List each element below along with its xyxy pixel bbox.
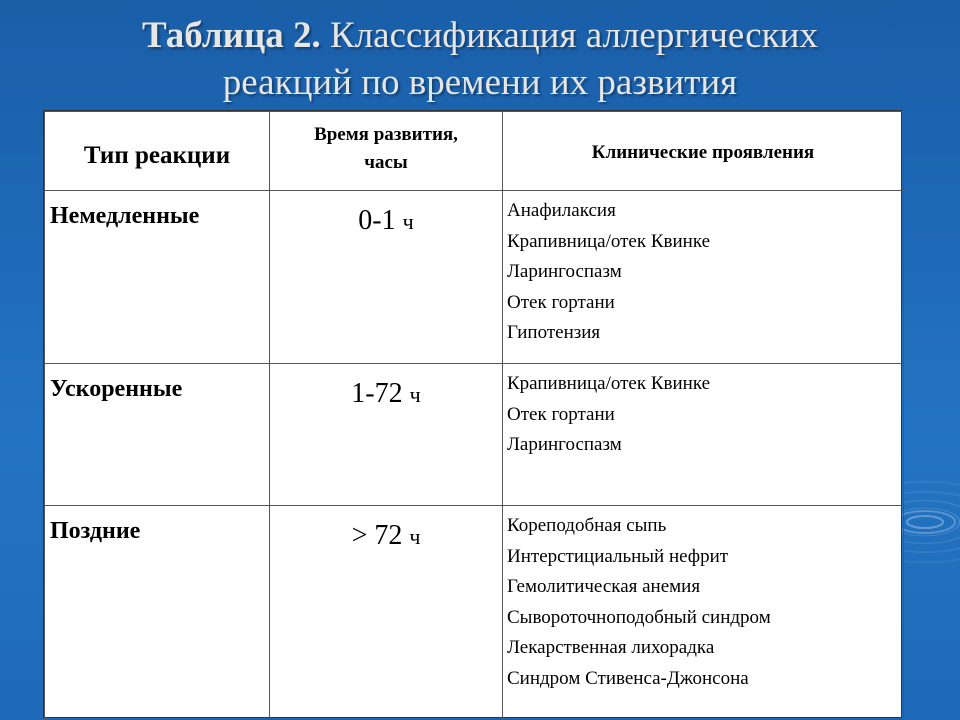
clinical-manifestations-cell xyxy=(503,364,904,506)
slide-title xyxy=(40,12,920,106)
list-item: Ларингоспазм xyxy=(507,261,622,282)
time-unit: ч xyxy=(409,524,421,549)
title-bold-part: Таблица 2. xyxy=(142,15,321,56)
table-header-row xyxy=(45,112,904,191)
header-development-time xyxy=(270,112,503,191)
list-item: Отек гортани xyxy=(507,403,615,425)
development-time-cell xyxy=(270,364,503,506)
list-item: Крапивница/отек Квинке xyxy=(507,373,711,394)
title-line-1 xyxy=(40,12,920,59)
table-row xyxy=(45,506,904,720)
list-item: Отек гортани xyxy=(507,291,615,313)
clinical-manifestations-cell xyxy=(503,506,904,720)
header-reaction-type: Тип реакции xyxy=(45,112,270,191)
list-item: Синдром Стивенса-Джонсона xyxy=(507,667,749,689)
list-item: Гипотензия xyxy=(507,322,601,343)
list-item: Интерстициальный нефрит xyxy=(507,545,729,567)
list-item: Анафилаксия xyxy=(507,200,616,221)
list-item: Гемолитическая анемия xyxy=(507,576,701,597)
reaction-type-cell: Немедленные xyxy=(45,191,270,364)
header-clinical-manifestations: Клинические проявления xyxy=(503,112,904,191)
time-unit: ч xyxy=(402,209,414,234)
time-unit: ч xyxy=(409,382,421,407)
table-row xyxy=(45,364,904,506)
header-time-line-1: Время развития, xyxy=(314,124,458,145)
time-value: > 72 xyxy=(351,520,403,551)
title-line-1-rest: Классификация аллергических xyxy=(320,15,818,56)
header-time-line-2: часы xyxy=(364,152,408,173)
clinical-manifestations-cell xyxy=(503,191,904,364)
list-item: Ларингоспазм xyxy=(507,434,622,455)
reaction-type-cell: Ускоренные xyxy=(45,364,270,506)
list-item: Кореподобная сыпь xyxy=(507,515,667,536)
time-value: 0-1 xyxy=(358,205,396,236)
list-item: Сывороточноподобный синдром xyxy=(507,606,771,628)
reaction-type-cell: Поздние xyxy=(45,506,270,720)
development-time-cell xyxy=(270,191,503,364)
classification-table-container xyxy=(43,110,902,718)
development-time-cell xyxy=(270,506,503,720)
list-item: Крапивница/отек Квинке xyxy=(507,230,711,252)
table-row xyxy=(45,191,904,364)
title-line-2: реакций по времени их развития xyxy=(222,62,738,103)
time-value: 1-72 xyxy=(351,378,403,409)
classification-table xyxy=(44,111,904,720)
list-item: Лекарственная лихорадка xyxy=(507,637,715,658)
